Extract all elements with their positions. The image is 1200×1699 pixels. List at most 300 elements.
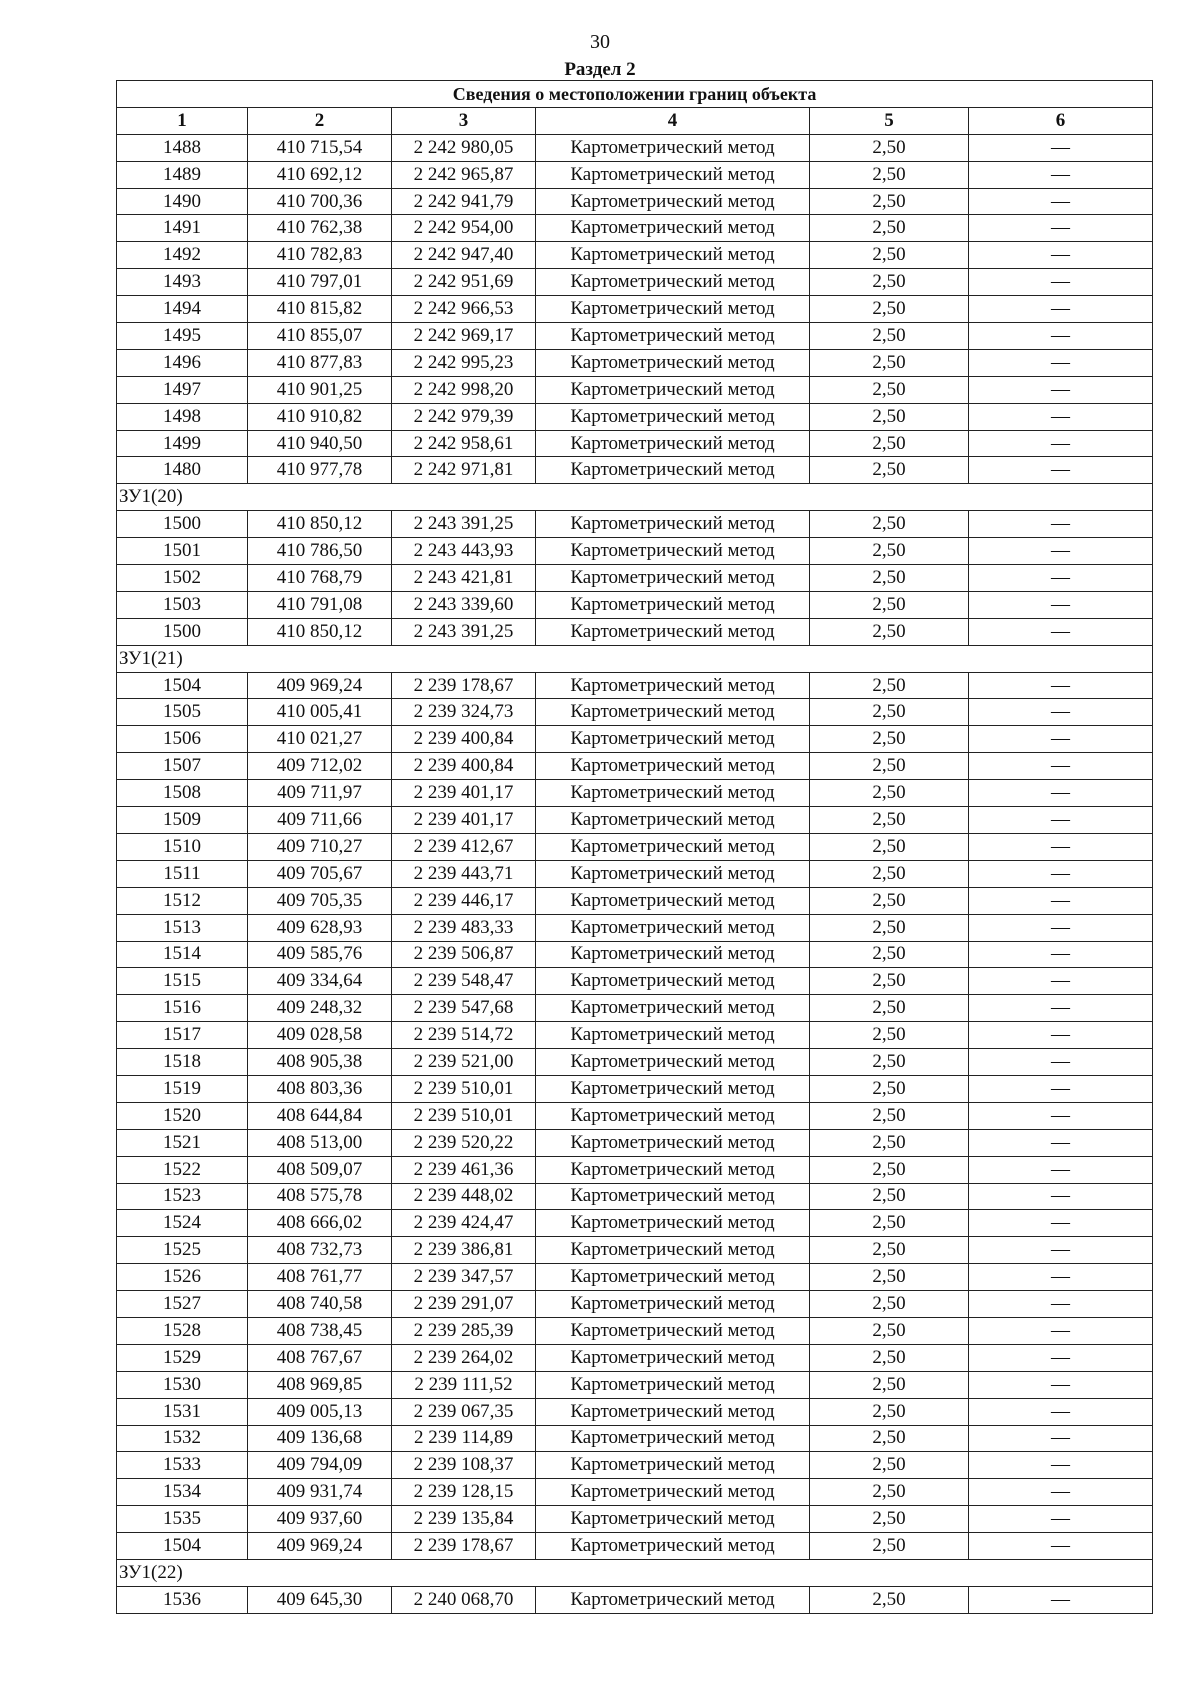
cell-point-number: 1529 [117, 1344, 248, 1371]
cell-method: Картометрический метод [536, 1129, 810, 1156]
cell-point-number: 1504 [117, 672, 248, 699]
cell-note: — [969, 780, 1153, 807]
cell-method: Картометрический метод [536, 1183, 810, 1210]
cell-note: — [969, 1533, 1153, 1560]
cell-point-number: 1504 [117, 1533, 248, 1560]
cell-point-number: 1505 [117, 699, 248, 726]
cell-note: — [969, 376, 1153, 403]
cell-accuracy: 2,50 [810, 430, 969, 457]
cell-note: — [969, 1371, 1153, 1398]
cell-y-coordinate: 2 242 966,53 [392, 296, 536, 323]
cell-y-coordinate: 2 239 461,36 [392, 1156, 536, 1183]
cell-y-coordinate: 2 239 483,33 [392, 914, 536, 941]
cell-accuracy: 2,50 [810, 1506, 969, 1533]
cell-x-coordinate: 410 700,36 [248, 188, 392, 215]
table-caption: Сведения о местоположении границ объекта [117, 81, 1153, 108]
cell-method: Картометрический метод [536, 430, 810, 457]
table-row [117, 188, 1153, 215]
cell-y-coordinate: 2 239 135,84 [392, 1506, 536, 1533]
cell-method: Картометрический метод [536, 1506, 810, 1533]
cell-accuracy: 2,50 [810, 1237, 969, 1264]
cell-note: — [969, 215, 1153, 242]
cell-note: — [969, 1075, 1153, 1102]
cell-accuracy: 2,50 [810, 1102, 969, 1129]
cell-point-number: 1521 [117, 1129, 248, 1156]
table-row [117, 1533, 1153, 1560]
cell-y-coordinate: 2 239 510,01 [392, 1102, 536, 1129]
cell-x-coordinate: 409 794,09 [248, 1452, 392, 1479]
cell-point-number: 1507 [117, 753, 248, 780]
column-header-note: 6 [969, 107, 1153, 134]
cell-point-number: 1514 [117, 941, 248, 968]
cell-accuracy: 2,50 [810, 591, 969, 618]
table-row [117, 807, 1153, 834]
cell-accuracy: 2,50 [810, 1586, 969, 1613]
cell-accuracy: 2,50 [810, 1344, 969, 1371]
cell-accuracy: 2,50 [810, 538, 969, 565]
cell-method: Картометрический метод [536, 672, 810, 699]
table-row [117, 699, 1153, 726]
cell-accuracy: 2,50 [810, 887, 969, 914]
cell-x-coordinate: 408 644,84 [248, 1102, 392, 1129]
cell-x-coordinate: 409 712,02 [248, 753, 392, 780]
cell-note: — [969, 1183, 1153, 1210]
cell-y-coordinate: 2 239 264,02 [392, 1344, 536, 1371]
cell-point-number: 1523 [117, 1183, 248, 1210]
cell-accuracy: 2,50 [810, 242, 969, 269]
cell-method: Картометрический метод [536, 1264, 810, 1291]
column-header-y: 3 [392, 107, 536, 134]
table-row [117, 1210, 1153, 1237]
table-row [117, 1479, 1153, 1506]
cell-point-number: 1501 [117, 538, 248, 565]
cell-method: Картометрический метод [536, 833, 810, 860]
cell-method: Картометрический метод [536, 1049, 810, 1076]
cell-x-coordinate: 410 877,83 [248, 349, 392, 376]
cell-x-coordinate: 409 705,67 [248, 860, 392, 887]
table-caption-row [117, 81, 1153, 108]
table-row [117, 296, 1153, 323]
cell-method: Картометрический метод [536, 1479, 810, 1506]
cell-accuracy: 2,50 [810, 807, 969, 834]
cell-accuracy: 2,50 [810, 323, 969, 350]
cell-note: — [969, 1344, 1153, 1371]
cell-method: Картометрический метод [536, 1237, 810, 1264]
cell-y-coordinate: 2 239 520,22 [392, 1129, 536, 1156]
cell-accuracy: 2,50 [810, 188, 969, 215]
cell-x-coordinate: 409 969,24 [248, 672, 392, 699]
table-row [117, 430, 1153, 457]
cell-method: Картометрический метод [536, 538, 810, 565]
cell-note: — [969, 968, 1153, 995]
cell-method: Картометрический метод [536, 914, 810, 941]
cell-method: Картометрический метод [536, 242, 810, 269]
cell-y-coordinate: 2 239 510,01 [392, 1075, 536, 1102]
group-row [117, 1559, 1153, 1586]
cell-x-coordinate: 409 931,74 [248, 1479, 392, 1506]
table-row [117, 161, 1153, 188]
cell-x-coordinate: 410 855,07 [248, 323, 392, 350]
cell-accuracy: 2,50 [810, 1022, 969, 1049]
cell-y-coordinate: 2 239 128,15 [392, 1479, 536, 1506]
cell-accuracy: 2,50 [810, 1210, 969, 1237]
cell-point-number: 1535 [117, 1506, 248, 1533]
table-row [117, 1075, 1153, 1102]
cell-x-coordinate: 410 005,41 [248, 699, 392, 726]
cell-note: — [969, 403, 1153, 430]
cell-x-coordinate: 408 969,85 [248, 1371, 392, 1398]
cell-point-number: 1527 [117, 1291, 248, 1318]
cell-x-coordinate: 408 905,38 [248, 1049, 392, 1076]
cell-note: — [969, 1022, 1153, 1049]
cell-method: Картометрический метод [536, 1102, 810, 1129]
cell-y-coordinate: 2 239 448,02 [392, 1183, 536, 1210]
cell-accuracy: 2,50 [810, 780, 969, 807]
cell-note: — [969, 1210, 1153, 1237]
cell-note: — [969, 1398, 1153, 1425]
cell-accuracy: 2,50 [810, 349, 969, 376]
table-row [117, 511, 1153, 538]
cell-accuracy: 2,50 [810, 1317, 969, 1344]
cell-method: Картометрический метод [536, 1533, 810, 1560]
cell-note: — [969, 833, 1153, 860]
table-row [117, 941, 1153, 968]
table-row [117, 1183, 1153, 1210]
cell-x-coordinate: 409 334,64 [248, 968, 392, 995]
cell-method: Картометрический метод [536, 188, 810, 215]
cell-y-coordinate: 2 239 285,39 [392, 1317, 536, 1344]
cell-point-number: 1525 [117, 1237, 248, 1264]
cell-point-number: 1499 [117, 430, 248, 457]
cell-x-coordinate: 408 761,77 [248, 1264, 392, 1291]
cell-point-number: 1497 [117, 376, 248, 403]
cell-y-coordinate: 2 242 980,05 [392, 134, 536, 161]
cell-point-number: 1530 [117, 1371, 248, 1398]
cell-method: Картометрический метод [536, 1452, 810, 1479]
cell-point-number: 1526 [117, 1264, 248, 1291]
cell-accuracy: 2,50 [810, 1264, 969, 1291]
cell-point-number: 1498 [117, 403, 248, 430]
table-row [117, 1102, 1153, 1129]
cell-method: Картометрический метод [536, 1425, 810, 1452]
table-row [117, 672, 1153, 699]
cell-y-coordinate: 2 239 412,67 [392, 833, 536, 860]
cell-method: Картометрический метод [536, 807, 810, 834]
column-header-method: 4 [536, 107, 810, 134]
cell-note: — [969, 1237, 1153, 1264]
cell-x-coordinate: 408 575,78 [248, 1183, 392, 1210]
cell-note: — [969, 726, 1153, 753]
table-row [117, 968, 1153, 995]
column-header-row [117, 107, 1153, 134]
cell-note: — [969, 161, 1153, 188]
cell-accuracy: 2,50 [810, 860, 969, 887]
table-body [117, 134, 1153, 1613]
cell-y-coordinate: 2 242 958,61 [392, 430, 536, 457]
cell-note: — [969, 1156, 1153, 1183]
cell-y-coordinate: 2 243 339,60 [392, 591, 536, 618]
cell-accuracy: 2,50 [810, 1533, 969, 1560]
cell-note: — [969, 430, 1153, 457]
cell-y-coordinate: 2 242 995,23 [392, 349, 536, 376]
cell-x-coordinate: 408 513,00 [248, 1129, 392, 1156]
cell-x-coordinate: 410 762,38 [248, 215, 392, 242]
cell-point-number: 1536 [117, 1586, 248, 1613]
table-row [117, 1264, 1153, 1291]
boundary-coordinates-table [116, 80, 1153, 1614]
parcel-group-label: ЗУ1(21) [117, 645, 1153, 672]
cell-x-coordinate: 409 711,97 [248, 780, 392, 807]
cell-y-coordinate: 2 242 998,20 [392, 376, 536, 403]
cell-method: Картометрический метод [536, 1210, 810, 1237]
cell-y-coordinate: 2 239 424,47 [392, 1210, 536, 1237]
cell-note: — [969, 753, 1153, 780]
cell-y-coordinate: 2 243 391,25 [392, 618, 536, 645]
cell-y-coordinate: 2 242 979,39 [392, 403, 536, 430]
cell-method: Картометрический метод [536, 323, 810, 350]
cell-y-coordinate: 2 239 111,52 [392, 1371, 536, 1398]
cell-y-coordinate: 2 239 548,47 [392, 968, 536, 995]
cell-point-number: 1494 [117, 296, 248, 323]
cell-x-coordinate: 408 767,67 [248, 1344, 392, 1371]
cell-y-coordinate: 2 242 969,17 [392, 323, 536, 350]
table-row [117, 1452, 1153, 1479]
cell-method: Картометрический метод [536, 1317, 810, 1344]
table-row [117, 618, 1153, 645]
cell-note: — [969, 699, 1153, 726]
cell-note: — [969, 134, 1153, 161]
cell-y-coordinate: 2 243 391,25 [392, 511, 536, 538]
cell-method: Картометрический метод [536, 1371, 810, 1398]
cell-x-coordinate: 409 937,60 [248, 1506, 392, 1533]
cell-x-coordinate: 409 710,27 [248, 833, 392, 860]
table-row [117, 887, 1153, 914]
table-row [117, 323, 1153, 350]
table-row [117, 242, 1153, 269]
cell-point-number: 1532 [117, 1425, 248, 1452]
cell-y-coordinate: 2 239 400,84 [392, 726, 536, 753]
cell-y-coordinate: 2 239 401,17 [392, 780, 536, 807]
cell-point-number: 1520 [117, 1102, 248, 1129]
cell-accuracy: 2,50 [810, 1075, 969, 1102]
cell-accuracy: 2,50 [810, 376, 969, 403]
cell-method: Картометрический метод [536, 995, 810, 1022]
cell-x-coordinate: 409 136,68 [248, 1425, 392, 1452]
cell-y-coordinate: 2 239 400,84 [392, 753, 536, 780]
cell-method: Картометрический метод [536, 511, 810, 538]
cell-point-number: 1524 [117, 1210, 248, 1237]
cell-accuracy: 2,50 [810, 1129, 969, 1156]
cell-x-coordinate: 410 768,79 [248, 565, 392, 592]
cell-x-coordinate: 410 977,78 [248, 457, 392, 484]
cell-accuracy: 2,50 [810, 1371, 969, 1398]
cell-x-coordinate: 409 969,24 [248, 1533, 392, 1560]
cell-method: Картометрический метод [536, 726, 810, 753]
table-row [117, 376, 1153, 403]
cell-note: — [969, 188, 1153, 215]
table-row [117, 726, 1153, 753]
cell-x-coordinate: 410 797,01 [248, 269, 392, 296]
cell-point-number: 1490 [117, 188, 248, 215]
cell-x-coordinate: 410 786,50 [248, 538, 392, 565]
cell-note: — [969, 1264, 1153, 1291]
table-row [117, 1371, 1153, 1398]
cell-note: — [969, 1425, 1153, 1452]
cell-method: Картометрический метод [536, 1075, 810, 1102]
cell-accuracy: 2,50 [810, 403, 969, 430]
cell-accuracy: 2,50 [810, 833, 969, 860]
column-header-point: 1 [117, 107, 248, 134]
table-row [117, 1237, 1153, 1264]
cell-note: — [969, 618, 1153, 645]
cell-note: — [969, 1506, 1153, 1533]
cell-method: Картометрический метод [536, 1586, 810, 1613]
table-row [117, 565, 1153, 592]
table-row [117, 995, 1153, 1022]
cell-point-number: 1512 [117, 887, 248, 914]
cell-method: Картометрический метод [536, 968, 810, 995]
cell-point-number: 1492 [117, 242, 248, 269]
cell-point-number: 1513 [117, 914, 248, 941]
cell-y-coordinate: 2 239 178,67 [392, 672, 536, 699]
cell-method: Картометрический метод [536, 134, 810, 161]
table-row [117, 780, 1153, 807]
cell-method: Картометрический метод [536, 215, 810, 242]
cell-x-coordinate: 410 715,54 [248, 134, 392, 161]
cell-note: — [969, 565, 1153, 592]
cell-method: Картометрический метод [536, 887, 810, 914]
cell-method: Картометрический метод [536, 376, 810, 403]
cell-y-coordinate: 2 239 506,87 [392, 941, 536, 968]
cell-method: Картометрический метод [536, 403, 810, 430]
cell-y-coordinate: 2 239 324,73 [392, 699, 536, 726]
cell-note: — [969, 538, 1153, 565]
cell-note: — [969, 323, 1153, 350]
cell-accuracy: 2,50 [810, 699, 969, 726]
cell-y-coordinate: 2 239 108,37 [392, 1452, 536, 1479]
cell-note: — [969, 1129, 1153, 1156]
table-row [117, 1129, 1153, 1156]
table-row [117, 1291, 1153, 1318]
cell-accuracy: 2,50 [810, 296, 969, 323]
cell-x-coordinate: 410 782,83 [248, 242, 392, 269]
cell-y-coordinate: 2 239 386,81 [392, 1237, 536, 1264]
cell-note: — [969, 349, 1153, 376]
table-row [117, 269, 1153, 296]
cell-point-number: 1508 [117, 780, 248, 807]
cell-note: — [969, 860, 1153, 887]
cell-y-coordinate: 2 239 114,89 [392, 1425, 536, 1452]
cell-note: — [969, 1049, 1153, 1076]
section-title: Раздел 2 [564, 59, 636, 80]
cell-accuracy: 2,50 [810, 161, 969, 188]
cell-note: — [969, 1452, 1153, 1479]
cell-method: Картометрический метод [536, 780, 810, 807]
cell-point-number: 1522 [117, 1156, 248, 1183]
cell-point-number: 1534 [117, 1479, 248, 1506]
cell-note: — [969, 1291, 1153, 1318]
cell-note: — [969, 269, 1153, 296]
cell-method: Картометрический метод [536, 565, 810, 592]
cell-method: Картометрический метод [536, 1022, 810, 1049]
table-row [117, 914, 1153, 941]
cell-note: — [969, 941, 1153, 968]
cell-x-coordinate: 410 901,25 [248, 376, 392, 403]
group-row [117, 645, 1153, 672]
cell-note: — [969, 672, 1153, 699]
cell-x-coordinate: 408 509,07 [248, 1156, 392, 1183]
table-row [117, 833, 1153, 860]
cell-point-number: 1517 [117, 1022, 248, 1049]
cell-y-coordinate: 2 242 947,40 [392, 242, 536, 269]
cell-x-coordinate: 409 248,32 [248, 995, 392, 1022]
cell-point-number: 1516 [117, 995, 248, 1022]
cell-accuracy: 2,50 [810, 1479, 969, 1506]
cell-x-coordinate: 409 028,58 [248, 1022, 392, 1049]
cell-note: — [969, 511, 1153, 538]
page-number: 30 [590, 31, 610, 53]
cell-point-number: 1502 [117, 565, 248, 592]
parcel-group-label: ЗУ1(20) [117, 484, 1153, 511]
cell-point-number: 1488 [117, 134, 248, 161]
cell-x-coordinate: 410 791,08 [248, 591, 392, 618]
table-row [117, 403, 1153, 430]
cell-note: — [969, 457, 1153, 484]
column-header-x: 2 [248, 107, 392, 134]
cell-y-coordinate: 2 239 291,07 [392, 1291, 536, 1318]
cell-accuracy: 2,50 [810, 672, 969, 699]
cell-x-coordinate: 409 628,93 [248, 914, 392, 941]
table-row [117, 457, 1153, 484]
cell-accuracy: 2,50 [810, 1156, 969, 1183]
cell-note: — [969, 1586, 1153, 1613]
cell-x-coordinate: 409 585,76 [248, 941, 392, 968]
cell-accuracy: 2,50 [810, 1183, 969, 1210]
cell-accuracy: 2,50 [810, 511, 969, 538]
cell-x-coordinate: 410 940,50 [248, 430, 392, 457]
cell-note: — [969, 995, 1153, 1022]
cell-accuracy: 2,50 [810, 215, 969, 242]
cell-point-number: 1480 [117, 457, 248, 484]
cell-accuracy: 2,50 [810, 941, 969, 968]
cell-accuracy: 2,50 [810, 753, 969, 780]
cell-y-coordinate: 2 239 514,72 [392, 1022, 536, 1049]
cell-accuracy: 2,50 [810, 1398, 969, 1425]
cell-point-number: 1500 [117, 618, 248, 645]
cell-note: — [969, 807, 1153, 834]
cell-method: Картометрический метод [536, 269, 810, 296]
cell-y-coordinate: 2 239 178,67 [392, 1533, 536, 1560]
cell-method: Картометрический метод [536, 1398, 810, 1425]
cell-point-number: 1510 [117, 833, 248, 860]
cell-method: Картометрический метод [536, 1291, 810, 1318]
cell-point-number: 1500 [117, 511, 248, 538]
cell-point-number: 1515 [117, 968, 248, 995]
cell-y-coordinate: 2 239 443,71 [392, 860, 536, 887]
cell-method: Картометрический метод [536, 591, 810, 618]
cell-accuracy: 2,50 [810, 968, 969, 995]
cell-accuracy: 2,50 [810, 914, 969, 941]
cell-accuracy: 2,50 [810, 618, 969, 645]
table-row [117, 349, 1153, 376]
cell-method: Картометрический метод [536, 349, 810, 376]
table-row [117, 591, 1153, 618]
cell-method: Картометрический метод [536, 161, 810, 188]
cell-point-number: 1533 [117, 1452, 248, 1479]
cell-method: Картометрический метод [536, 1156, 810, 1183]
table-row [117, 1344, 1153, 1371]
cell-point-number: 1493 [117, 269, 248, 296]
